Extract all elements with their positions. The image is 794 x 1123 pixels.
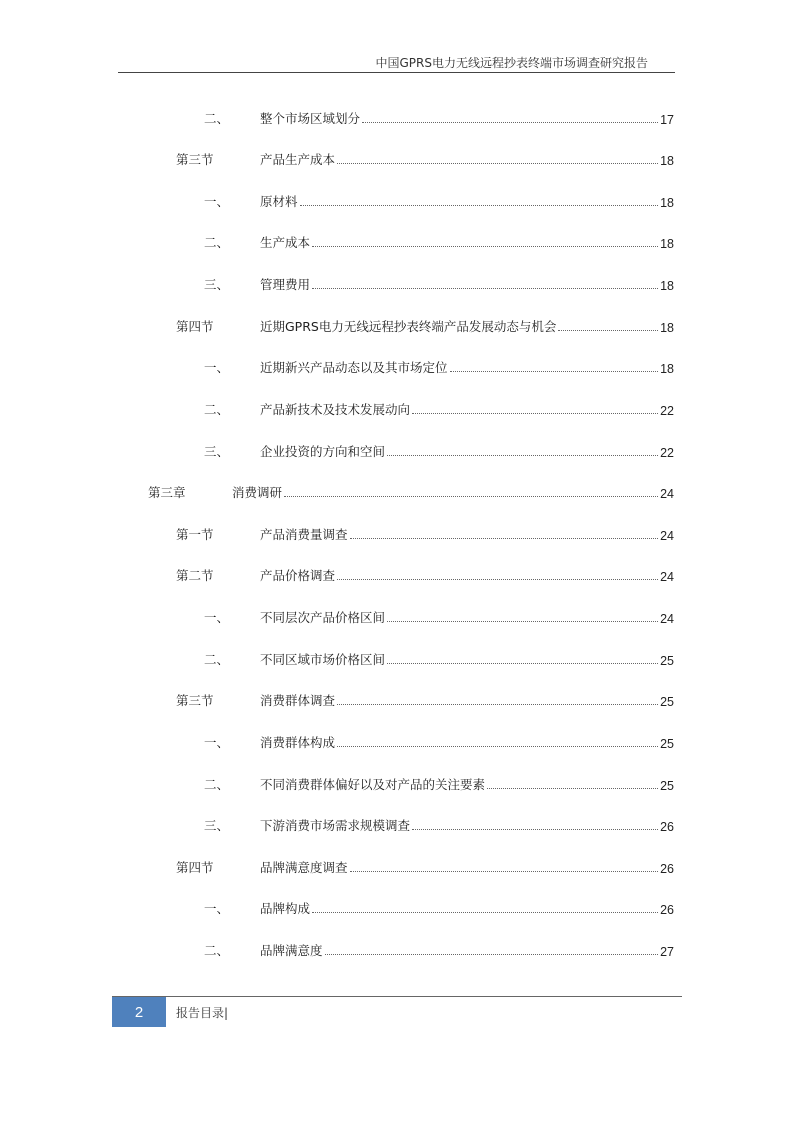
toc-leader [337, 163, 658, 164]
toc-page: 17 [660, 113, 674, 127]
toc-page: 24 [660, 612, 674, 626]
toc-title: 企业投资的方向和空间 [260, 444, 386, 459]
toc-entry[interactable] [204, 939, 674, 959]
toc-title: 下游消费市场需求规模调查 [260, 818, 411, 833]
toc-page: 24 [660, 529, 674, 543]
toc-number: 第四节 [176, 319, 214, 334]
toc-entry[interactable] [176, 148, 674, 168]
toc-number: 第一节 [176, 527, 214, 542]
toc-leader [312, 288, 658, 289]
toc-number: 第三节 [176, 693, 214, 708]
toc-title: 不同消费群体偏好以及对产品的关注要素 [260, 777, 486, 792]
toc-leader [312, 246, 658, 247]
toc-leader [337, 579, 658, 580]
toc-title: 品牌满意度调查 [260, 860, 348, 875]
toc-page: 22 [660, 446, 674, 460]
toc-number: 二、 [204, 777, 230, 792]
toc-entry[interactable] [148, 481, 674, 501]
toc-entry[interactable] [204, 273, 674, 293]
toc-page: 25 [660, 737, 674, 751]
toc-page: 22 [660, 404, 674, 418]
toc-page: 24 [660, 570, 674, 584]
toc-page: 25 [660, 779, 674, 793]
toc-leader [312, 912, 658, 913]
toc-number: 第四节 [176, 860, 214, 875]
toc-title: 不同层次产品价格区间 [260, 610, 386, 625]
toc-title: 产品新技术及技术发展动向 [260, 402, 411, 417]
toc-page: 26 [660, 820, 674, 834]
toc-leader [337, 704, 658, 705]
toc-number: 三、 [204, 277, 230, 292]
toc-title: 消费群体调查 [260, 693, 336, 708]
toc-entry[interactable] [204, 190, 674, 210]
toc-title: 品牌构成 [260, 901, 311, 916]
toc-entry[interactable] [176, 689, 674, 709]
toc-page: 26 [660, 862, 674, 876]
toc-leader [412, 829, 658, 830]
toc-leader [387, 663, 658, 664]
toc-number: 一、 [204, 735, 230, 750]
toc-number: 二、 [204, 111, 230, 126]
toc-leader [362, 122, 658, 123]
toc-number: 三、 [204, 818, 230, 833]
toc-page: 18 [660, 321, 674, 335]
toc-page: 18 [660, 154, 674, 168]
toc-title: 消费群体构成 [260, 735, 336, 750]
toc-number: 第二节 [176, 568, 214, 583]
toc-title: 消费调研 [232, 485, 283, 500]
toc-page: 18 [660, 279, 674, 293]
toc-number: 三、 [204, 444, 230, 459]
toc-title: 生产成本 [260, 235, 311, 250]
toc-entry[interactable] [204, 356, 674, 376]
toc-number: 一、 [204, 360, 230, 375]
toc-page: 18 [660, 237, 674, 251]
toc-title: 管理费用 [260, 277, 311, 292]
toc-title: 近期新兴产品动态以及其市场定位 [260, 360, 448, 375]
toc-page: 18 [660, 196, 674, 210]
toc-leader [337, 746, 658, 747]
toc-page: 25 [660, 654, 674, 668]
toc-number: 第三节 [176, 152, 214, 167]
toc-entry[interactable] [204, 398, 674, 418]
toc-entry[interactable] [204, 897, 674, 917]
toc-number: 一、 [204, 194, 230, 209]
toc-title: 整个市场区域划分 [260, 111, 361, 126]
toc-number: 二、 [204, 652, 230, 667]
toc-entry[interactable] [176, 564, 674, 584]
toc-number: 二、 [204, 235, 230, 250]
footer-label: 报告目录| [176, 1006, 229, 1020]
toc-entry[interactable] [176, 856, 674, 876]
toc-leader [325, 954, 659, 955]
toc-entry[interactable] [204, 814, 674, 834]
toc-entry[interactable] [204, 648, 674, 668]
toc-title: 产品价格调查 [260, 568, 336, 583]
page-number-badge: 2 [112, 997, 166, 1027]
toc-number: 一、 [204, 610, 230, 625]
toc-page: 25 [660, 695, 674, 709]
toc-leader [350, 871, 659, 872]
footer-rule [112, 996, 682, 997]
toc-page: 18 [660, 362, 674, 376]
toc-leader [387, 455, 658, 456]
toc-title: 原材料 [260, 194, 298, 209]
toc-entry[interactable] [176, 315, 674, 335]
toc-page: 24 [660, 487, 674, 501]
toc-page: 26 [660, 903, 674, 917]
toc-leader [387, 621, 658, 622]
toc-title: 近期GPRS电力无线远程抄表终端产品发展动态与机会 [260, 319, 557, 334]
toc-leader [450, 371, 659, 372]
toc-title: 品牌满意度 [260, 943, 323, 958]
toc-leader [284, 496, 658, 497]
toc-entry[interactable] [176, 523, 674, 543]
toc-leader [412, 413, 658, 414]
toc-entry[interactable] [204, 773, 674, 793]
toc-entry[interactable] [204, 231, 674, 251]
toc-leader [487, 788, 658, 789]
toc-entry[interactable] [204, 731, 674, 751]
toc-number: 二、 [204, 402, 230, 417]
toc-number: 第三章 [148, 485, 186, 500]
page-header-title: 中国GPRS电力无线远程抄表终端市场调查研究报告 [375, 56, 648, 70]
toc-entry[interactable] [204, 606, 674, 626]
toc-number: 一、 [204, 901, 230, 916]
toc-number: 二、 [204, 943, 230, 958]
toc-page: 27 [660, 945, 674, 959]
toc-leader [350, 538, 659, 539]
toc-title: 产品生产成本 [260, 152, 336, 167]
toc-leader [300, 205, 659, 206]
toc-title: 不同区域市场价格区间 [260, 652, 386, 667]
toc-title: 产品消费量调查 [260, 527, 348, 542]
toc-entry[interactable] [204, 107, 674, 127]
toc-leader [558, 330, 658, 331]
toc-entry[interactable] [204, 440, 674, 460]
